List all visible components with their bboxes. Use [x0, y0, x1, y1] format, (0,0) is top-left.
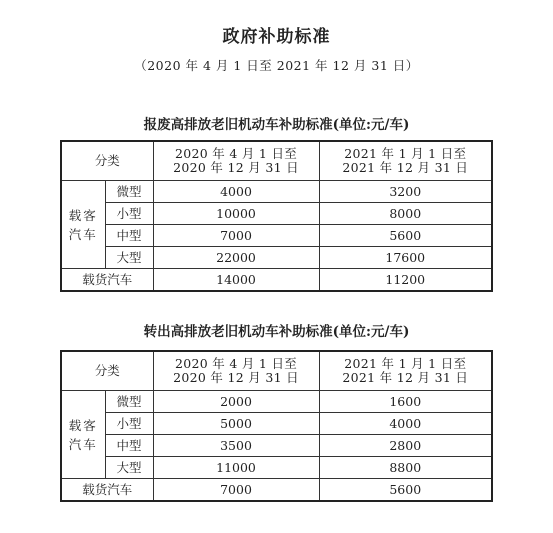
cell-value: 7000 [153, 479, 319, 502]
group-label-line2: 汽车 [68, 436, 98, 452]
category-header: 分类 [61, 351, 153, 391]
table-row [61, 203, 492, 225]
table-row [61, 413, 492, 435]
truck-label: 载货汽车 [61, 269, 153, 292]
cell-value: 5000 [153, 413, 319, 435]
cell-value: 17600 [319, 247, 492, 269]
truck-label: 载货汽车 [61, 479, 153, 502]
passenger-car-group-label [61, 391, 105, 479]
cell-value: 4000 [319, 413, 492, 435]
period2-header [319, 351, 492, 391]
table-row [61, 269, 492, 292]
scrap-subsidy-table [60, 140, 493, 292]
cell-value: 7000 [153, 225, 319, 247]
row-label: 微型 [105, 181, 153, 203]
period1-header [153, 351, 319, 391]
table-row [61, 391, 492, 413]
page-subtitle: （2020 年 4 月 1 日至 2021 年 12 月 31 日） [134, 58, 419, 73]
group-label-line2: 汽车 [68, 226, 98, 242]
cell-value: 14000 [153, 269, 319, 292]
row-label: 大型 [105, 247, 153, 269]
page-title: 政府补助标准 [222, 27, 331, 47]
period2-header-line1: 2021 年 1 月 1 日至 [344, 356, 467, 371]
period2-header-line2: 2021 年 12 月 31 日 [342, 160, 469, 175]
row-label: 中型 [105, 225, 153, 247]
cell-value: 1600 [319, 391, 492, 413]
table-row [61, 247, 492, 269]
period2-header-line1: 2021 年 1 月 1 日至 [344, 146, 467, 161]
table-header-row [61, 141, 492, 181]
period1-header-line2: 2020 年 12 月 31 日 [173, 160, 299, 175]
cell-value: 22000 [153, 247, 319, 269]
table-row [61, 181, 492, 203]
row-label: 微型 [105, 391, 153, 413]
cell-value: 8000 [319, 203, 492, 225]
cell-value: 5600 [319, 225, 492, 247]
period1-header [153, 141, 319, 181]
cell-value: 4000 [153, 181, 319, 203]
cell-value: 2800 [319, 435, 492, 457]
cell-value: 11200 [319, 269, 492, 292]
row-label: 小型 [105, 203, 153, 225]
cell-value: 3500 [153, 435, 319, 457]
row-label: 中型 [105, 435, 153, 457]
passenger-car-group-label [61, 181, 105, 269]
table-row [61, 435, 492, 457]
transfer-subsidy-table-title: 转出高排放老旧机动车补助标准(单位:元/车) [143, 324, 410, 340]
group-label-line1: 载客 [68, 207, 98, 223]
cell-value: 3200 [319, 181, 492, 203]
scrap-subsidy-table-title: 报废高排放老旧机动车补助标准(单位:元/车) [143, 117, 410, 133]
table-header-row [61, 351, 492, 391]
period2-header [319, 141, 492, 181]
period1-header-line2: 2020 年 12 月 31 日 [173, 370, 299, 385]
cell-value: 2000 [153, 391, 319, 413]
transfer-subsidy-table [60, 350, 493, 502]
category-header: 分类 [61, 141, 153, 181]
table-row [61, 457, 492, 479]
group-label-line1: 载客 [68, 417, 98, 433]
cell-value: 5600 [319, 479, 492, 502]
row-label: 小型 [105, 413, 153, 435]
table-row [61, 225, 492, 247]
period1-header-line1: 2020 年 4 月 1 日至 [174, 146, 298, 161]
cell-value: 11000 [153, 457, 319, 479]
table-row [61, 479, 492, 502]
period1-header-line1: 2020 年 4 月 1 日至 [174, 356, 298, 371]
cell-value: 8800 [319, 457, 492, 479]
row-label: 大型 [105, 457, 153, 479]
cell-value: 10000 [153, 203, 319, 225]
period2-header-line2: 2021 年 12 月 31 日 [342, 370, 469, 385]
